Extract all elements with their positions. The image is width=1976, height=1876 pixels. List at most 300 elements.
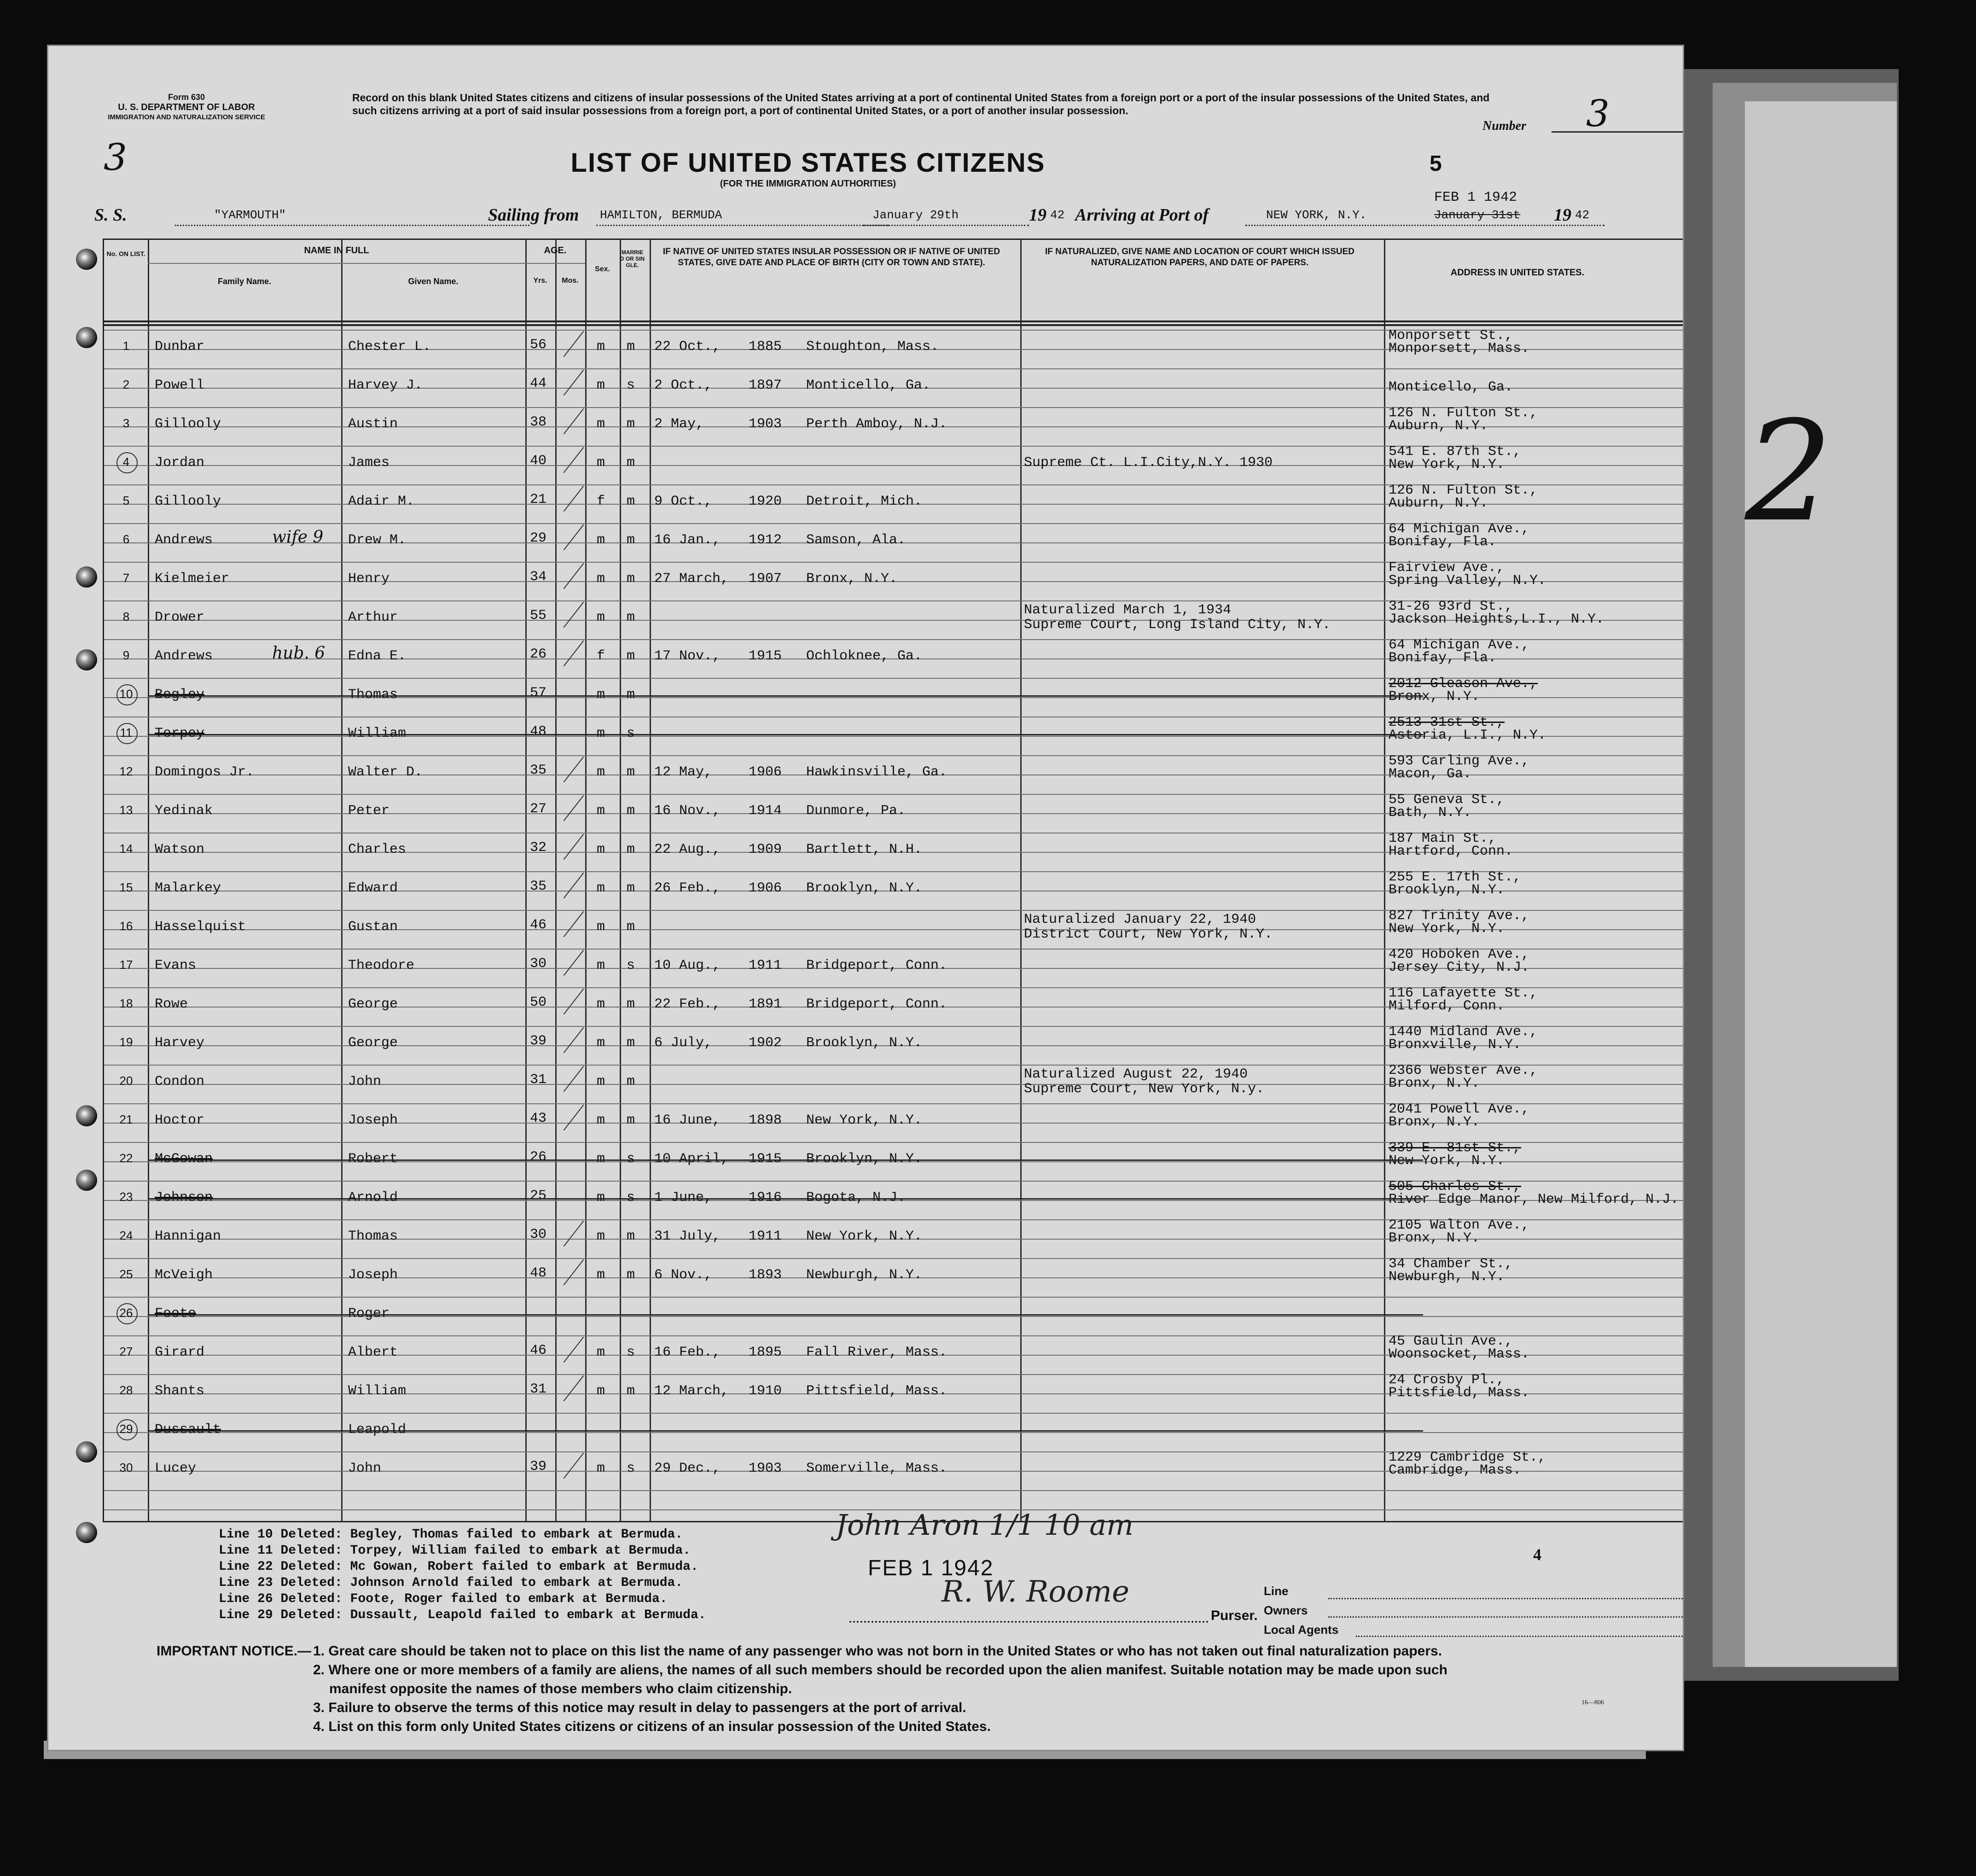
birth-date: 12 March, (654, 1383, 729, 1399)
address-line-2: New York, N.Y. (1389, 1153, 1505, 1169)
given-name: Edna E. (348, 648, 407, 664)
family-name: Andrews (155, 532, 213, 548)
birth-date: 16 Feb., (654, 1345, 721, 1360)
family-name: McGowan (155, 1151, 213, 1167)
header-birth: IF NATIVE OF UNITED STATES INSULAR POSSESSION OR IF NATIVE OF UNITED STATES, GIVE DATE AND PLACE OF BIRTH (CITY OR TOWN AND STATE). (663, 247, 1000, 268)
row-divider (104, 368, 1683, 369)
sailing-from: HAMILTON, BERMUDA (600, 208, 722, 222)
row-number: 27 (119, 1345, 133, 1358)
age-years: 56 (530, 337, 547, 353)
notice-item: 4. List on this form only United States citizens or citizens of an insular possession of the United States. (313, 1719, 991, 1734)
naturalization-date: Naturalized August 22, 1940 (1024, 1066, 1248, 1082)
check-tick (564, 641, 584, 666)
naturalization-court: Supreme Court, New York, N.y. (1024, 1081, 1265, 1097)
date-stamp: FEB 1 1942 (868, 1556, 994, 1580)
header-name-in-full: NAME IN FULL (304, 245, 369, 256)
arrival-port: NEW YORK, N.Y. (1266, 208, 1367, 222)
sex: m (597, 1151, 605, 1167)
row-number: 6 (122, 532, 130, 546)
marital-status: s (627, 958, 635, 973)
birth-date: 22 Oct., (654, 339, 721, 355)
address-line-1: 2105 Walton Ave., (1389, 1218, 1530, 1233)
row-number: 2 (122, 378, 130, 391)
address-line-2: New York, N.Y. (1389, 921, 1505, 937)
marital-status: m (627, 1113, 635, 1128)
row-number: 9 (122, 648, 130, 662)
check-tick (564, 1105, 584, 1130)
birth-place: Stoughton, Mass. (806, 339, 939, 355)
binder-hole (76, 1522, 97, 1543)
family-name: Dussault (155, 1422, 221, 1438)
age-years: 44 (530, 376, 547, 391)
birth-place: Bartlett, N.H. (806, 842, 923, 857)
family-name: Domingos Jr. (155, 764, 255, 780)
given-name: Joseph (348, 1267, 398, 1283)
header-naturalized: IF NATURALIZED, GIVE NAME AND LOCATION OF COURT WHICH ISSUED NATURALIZATION PAPERS, AND DATE OF PAPERS. (1045, 247, 1354, 268)
address-line-1: 2366 Webster Ave., (1389, 1063, 1538, 1078)
given-name: Walter D. (348, 764, 423, 780)
number-underline (1552, 131, 1683, 133)
birth-year: 1910 (749, 1383, 782, 1399)
manifest-page (48, 46, 1683, 1750)
birth-year: 1903 (749, 416, 782, 432)
row-number: 1 (122, 339, 130, 353)
department-name: U. S. DEPARTMENT OF LABOR (118, 102, 255, 112)
family-name: McVeigh (155, 1267, 213, 1283)
age-years: 31 (530, 1072, 547, 1088)
address-line-1: 2041 Powell Ave., (1389, 1101, 1530, 1117)
row-number: 4 (122, 455, 130, 469)
family-name: Gillooly (155, 416, 221, 432)
check-tick (564, 447, 584, 473)
address-line-1: 31-26 93rd St., (1389, 599, 1513, 614)
arrival-year: 42 (1575, 208, 1590, 222)
birth-date: 9 Oct., (654, 494, 713, 509)
sex: m (597, 1074, 605, 1089)
address-line-2: Bronx, N.Y. (1389, 1230, 1480, 1246)
row-divider (104, 324, 1683, 326)
marital-status: m (627, 1074, 635, 1089)
deletion-line: Line 26 Deleted: Foote, Roger failed to embark at Bermuda. (219, 1592, 668, 1606)
row-number: 11 (120, 726, 133, 740)
sex: m (597, 764, 605, 780)
agents-dotline (1356, 1636, 1683, 1637)
birth-place: New York, N.Y. (806, 1113, 923, 1128)
marital-status: m (627, 455, 635, 471)
address-line-2: Auburn, N.Y. (1389, 495, 1488, 511)
marital-status: m (627, 416, 635, 432)
given-name: Thomas (348, 1229, 398, 1244)
sex: m (597, 455, 605, 471)
given-name: Charles (348, 842, 407, 857)
given-name: George (348, 1035, 398, 1051)
strike-through-line (148, 1159, 1423, 1161)
family-name: Rowe (155, 996, 188, 1012)
birth-date: 16 Jan., (654, 532, 721, 548)
owners-dotline (1328, 1616, 1683, 1618)
age-years: 31 (530, 1381, 547, 1397)
form-code: 16—806 (1581, 1699, 1604, 1706)
row-number: 14 (119, 842, 133, 856)
sex: m (597, 339, 605, 355)
address-line-1: 45 Gaulin Ave., (1389, 1334, 1513, 1349)
row-number-circle (116, 452, 138, 473)
check-tick (564, 602, 584, 628)
naturalization-date: Naturalized January 22, 1940 (1024, 912, 1256, 927)
sex: f (597, 494, 605, 509)
port-dotline (1245, 225, 1604, 226)
marital-status: s (627, 1151, 635, 1167)
row-number: 21 (119, 1113, 133, 1126)
binder-hole (76, 327, 97, 348)
row-divider (104, 1490, 1683, 1491)
address-line-2: Cambridge, Mass. (1389, 1462, 1522, 1478)
row-number: 18 (119, 996, 133, 1010)
row-number-circle (116, 723, 138, 744)
row-number: 25 (119, 1267, 133, 1281)
birth-place: Newburgh, N.Y. (806, 1267, 923, 1283)
family-name: Drower (155, 610, 205, 625)
address-line-2: Bath, N.Y. (1389, 805, 1472, 821)
address-line-2: Macon, Ga. (1389, 766, 1472, 782)
birth-year: 1920 (749, 494, 782, 509)
binder-hole (76, 649, 97, 670)
header-no: No. ON LIST. (106, 250, 145, 257)
row-number: 20 (119, 1074, 133, 1088)
age-years: 40 (530, 453, 547, 469)
service-name: IMMIGRATION AND NATURALIZATION SERVICE (108, 113, 265, 121)
birth-place: Brooklyn, N.Y. (806, 1035, 923, 1051)
inspector-signature: John Aron 1/1 10 am (836, 1508, 1133, 1542)
birth-year: 1911 (749, 958, 782, 973)
birth-place: Dunmore, Pa. (806, 803, 906, 819)
header-address: ADDRESS IN UNITED STATES. (1450, 268, 1585, 278)
address-line-2: Pittsfield, Mass. (1389, 1385, 1530, 1401)
row-number: 19 (119, 1035, 133, 1049)
age-years: 43 (530, 1111, 547, 1126)
given-name: Adair M. (348, 494, 415, 509)
age-years: 21 (530, 492, 547, 507)
column-divider (555, 240, 557, 1521)
address-line-2: Auburn, N.Y. (1389, 418, 1488, 434)
address-line-1: 505 Charles St., (1389, 1179, 1522, 1194)
birth-year: 1915 (749, 648, 782, 664)
address-line-1: 339 E. 81st St., (1389, 1140, 1522, 1156)
marital-status: m (627, 1383, 635, 1399)
sex: m (597, 842, 605, 857)
family-name: Gillooly (155, 494, 221, 509)
age-years: 38 (530, 414, 547, 430)
header-family-name: Family Name. (217, 277, 272, 286)
row-number: 23 (119, 1190, 133, 1204)
given-name: Chester L. (348, 339, 431, 355)
row-number-circle (116, 1419, 138, 1440)
family-name: Johnson (155, 1190, 213, 1206)
page-stack-edge-3 (1745, 101, 1897, 1667)
address-line-2: Hartford, Conn. (1389, 844, 1513, 859)
address-line-1: 126 N. Fulton St., (1389, 483, 1538, 498)
owners-label: Owners (1264, 1603, 1308, 1617)
birth-place: Bogota, N.J. (806, 1190, 906, 1206)
notice-heading: IMPORTANT NOTICE.— (157, 1643, 312, 1659)
address-line-2: Woonsocket, Mass. (1389, 1346, 1530, 1362)
notice-item: 3. Failure to observe the terms of this notice may result in delay to passengers at the port of arrival. (313, 1700, 966, 1715)
header-married: MARRIED OR SINGLE. (620, 249, 645, 268)
margin-number: 3 (104, 136, 127, 179)
birth-year: 1895 (749, 1345, 782, 1360)
family-name: Begley (155, 687, 205, 703)
page-title: LIST OF UNITED STATES CITIZENS (570, 148, 1046, 178)
strike-through-line (148, 1314, 1423, 1316)
address-line-2: Spring Valley, N.Y. (1389, 573, 1546, 588)
marital-status: m (627, 339, 635, 355)
given-name: Peter (348, 803, 390, 819)
family-name: Evans (155, 958, 197, 973)
page-number: 5 (1430, 151, 1442, 176)
deletion-line: Line 22 Deleted: Mc Gowan, Robert failed to embark at Bermuda. (219, 1560, 698, 1574)
marital-status: s (627, 1190, 635, 1206)
row-number: 3 (122, 416, 130, 430)
age-years: 48 (530, 1265, 547, 1281)
sex: m (597, 610, 605, 625)
marital-status: s (627, 378, 635, 393)
birth-place: Bridgeport, Conn. (806, 996, 947, 1012)
birth-date: 31 July, (654, 1229, 721, 1244)
header-age: AGE. (544, 245, 567, 256)
check-tick (564, 1066, 584, 1092)
given-name: John (348, 1461, 382, 1476)
marital-status: s (627, 1461, 635, 1476)
address-line-2: Monporsett, Mass. (1389, 341, 1530, 356)
birth-place: Bronx, N.Y. (806, 571, 898, 587)
birth-place: Hawkinsville, Ga. (806, 764, 947, 780)
ship-dotline (175, 225, 529, 226)
sex: m (597, 996, 605, 1012)
birth-place: Pittsfield, Mass. (806, 1383, 947, 1399)
purser-signature: R. W. Roome (942, 1575, 1129, 1609)
given-name: William (348, 1383, 407, 1399)
age-years: 25 (530, 1188, 547, 1204)
header-given-name: Given Name. (408, 277, 459, 286)
given-name: John (348, 1074, 382, 1089)
header-sex: Sex. (595, 265, 610, 273)
check-tick (564, 563, 584, 589)
strike-through-line (148, 695, 1423, 697)
address-line-2: Monticello, Ga. (1389, 379, 1513, 395)
marital-status: s (627, 726, 635, 741)
address-line-1: 593 Carling Ave., (1389, 753, 1530, 769)
marital-status: s (627, 1345, 635, 1360)
birth-place: Ochloknee, Ga. (806, 648, 923, 664)
sex: m (597, 1461, 605, 1476)
sex: m (597, 1035, 605, 1051)
birth-year: 1897 (749, 378, 782, 393)
birth-year: 1909 (749, 842, 782, 857)
birth-year: 1893 (749, 1267, 782, 1283)
address-line-2: River Edge Manor, New Milford, N.J. (1389, 1192, 1679, 1207)
address-line-1: Monporsett St., (1389, 328, 1513, 344)
age-years: 30 (530, 956, 547, 972)
birth-date: 10 April, (654, 1151, 729, 1167)
column-divider (1020, 240, 1022, 1521)
given-name: Gustan (348, 919, 398, 935)
given-name: Joseph (348, 1113, 398, 1128)
row-number: 7 (122, 571, 130, 585)
marital-status: m (627, 996, 635, 1012)
age-years: 39 (530, 1033, 547, 1049)
strike-through-line (148, 734, 1423, 735)
sex: m (597, 416, 605, 432)
given-name: Leapold (348, 1422, 407, 1438)
binder-hole (76, 1170, 97, 1191)
row-number: 30 (119, 1461, 133, 1474)
column-divider (148, 240, 149, 1521)
family-name: Yedinak (155, 803, 213, 819)
form-number: Form 630 (168, 93, 205, 102)
manifest-table (103, 239, 1683, 1522)
birth-date: 16 Nov., (654, 803, 721, 819)
age-years: 32 (530, 840, 547, 856)
sailing-label: Sailing from (488, 205, 579, 225)
column-divider (585, 240, 587, 1521)
naturalization-court: District Court, New York, N.Y. (1024, 926, 1273, 942)
address-line-1: 2513 31st St., (1389, 715, 1505, 730)
family-name: Jordan (155, 455, 205, 471)
age-years: 27 (530, 801, 547, 817)
family-name: Hasselquist (155, 919, 246, 935)
marital-status: m (627, 803, 635, 819)
row-number-circle (116, 684, 138, 705)
notice-item: 1. Great care should be taken not to place on this list the name of any passenger who was not born in the United States or who has not taken out final naturalization papers. (313, 1643, 1442, 1659)
birth-year: 1898 (749, 1113, 782, 1128)
header-mos: Mos. (562, 277, 579, 285)
family-name: Dunbar (155, 339, 205, 355)
sailing-date: January 29th (872, 208, 959, 222)
given-name: Theodore (348, 958, 415, 973)
sex: m (597, 1383, 605, 1399)
marital-status: m (627, 571, 635, 587)
address-line-2: Bonifay, Fla. (1389, 534, 1497, 550)
check-tick (564, 757, 584, 782)
check-tick (564, 486, 584, 512)
notice-item: manifest opposite the names of those members who claim citizenship. (329, 1681, 792, 1696)
birth-place: Brooklyn, N.Y. (806, 1151, 923, 1167)
address-line-1: 2012 Gleason Ave., (1389, 676, 1538, 692)
address-line-2: Brooklyn, N.Y. (1389, 882, 1505, 898)
address-line-2: Bronxville, N.Y. (1389, 1037, 1522, 1053)
check-tick (564, 1337, 584, 1363)
binder-hole (76, 1105, 97, 1126)
marital-status: m (627, 1229, 635, 1244)
address-line-1: 24 Crosby Pl., (1389, 1372, 1505, 1388)
binder-hole (76, 566, 97, 588)
age-years: 57 (530, 685, 547, 701)
strike-through-line (148, 1198, 1423, 1200)
arriving-label: Arriving at Port of (1075, 205, 1209, 225)
marital-status: m (627, 687, 635, 703)
row-number: 22 (119, 1151, 133, 1165)
marital-status: m (627, 532, 635, 548)
given-name: Roger (348, 1306, 390, 1322)
binder-hole (76, 249, 97, 270)
birth-date: 2 May, (654, 416, 704, 432)
row-divider (104, 1297, 1683, 1298)
address-line-1: 116 Lafayette St., (1389, 985, 1538, 1001)
family-name: Condon (155, 1074, 205, 1089)
address-line-1: 255 E. 17th St., (1389, 869, 1522, 885)
sex: m (597, 571, 605, 587)
birth-place: Fall River, Mass. (806, 1345, 947, 1360)
address-line-1: 34 Chamber St., (1389, 1256, 1513, 1272)
age-years: 26 (530, 647, 547, 662)
birth-year: 1916 (749, 1190, 782, 1206)
birth-year: 1915 (749, 1151, 782, 1167)
family-name: Malarkey (155, 880, 221, 896)
purser-label: Purser. (1211, 1608, 1258, 1623)
address-line-1: 64 Michigan Ave., (1389, 637, 1530, 653)
address-line-1: 126 N. Fulton St., (1389, 405, 1538, 421)
birth-year: 1911 (749, 1229, 782, 1244)
age-years: 50 (530, 995, 547, 1010)
given-name: Henry (348, 571, 390, 587)
birth-date: 29 Dec., (654, 1461, 721, 1476)
birth-date: 6 Nov., (654, 1267, 713, 1283)
line-label: Line (1264, 1584, 1289, 1598)
given-name: Thomas (348, 687, 398, 703)
address-line-2: Milford, Conn. (1389, 998, 1505, 1014)
given-name: William (348, 726, 407, 741)
check-tick (564, 989, 584, 1014)
check-tick (564, 1453, 584, 1479)
sex: f (597, 648, 605, 664)
address-line-1: 541 E. 87th St., (1389, 444, 1522, 460)
handwritten-note: hub. 6 (272, 644, 325, 663)
ss-label: S. S. (94, 205, 127, 225)
sex: m (597, 726, 605, 741)
sex: m (597, 1113, 605, 1128)
sailing-dotline (596, 225, 889, 226)
marital-status: m (627, 880, 635, 896)
age-years: 39 (530, 1459, 547, 1474)
marital-status: m (627, 842, 635, 857)
birth-place: Perth Amboy, N.J. (806, 416, 947, 432)
check-tick (564, 1375, 584, 1401)
family-name: Hannigan (155, 1229, 221, 1244)
column-divider (650, 240, 651, 1521)
address-line-1: 420 Hoboken Ave., (1389, 947, 1530, 962)
side-mark: 2 (1745, 391, 1833, 552)
number-value: 3 (1586, 92, 1610, 135)
age-years: 30 (530, 1227, 547, 1242)
sex: m (597, 1345, 605, 1360)
row-number: 13 (119, 803, 133, 817)
address-line-2: Bronx, N.Y. (1389, 1076, 1480, 1091)
birth-year: 1902 (749, 1035, 782, 1051)
birth-place: Bridgeport, Conn. (806, 958, 947, 973)
age-years: 55 (530, 608, 547, 623)
address-line-1: 827 Trinity Ave., (1389, 908, 1530, 924)
marital-status: m (627, 919, 635, 935)
birth-year: 1906 (749, 880, 782, 896)
birth-date: 22 Aug., (654, 842, 721, 857)
page-mark: 4 (1533, 1545, 1541, 1564)
check-tick (564, 1259, 584, 1285)
sex: m (597, 1229, 605, 1244)
row-number: 28 (119, 1383, 133, 1397)
row-number: 8 (122, 610, 130, 623)
sex: m (597, 1190, 605, 1206)
birth-date: 16 June, (654, 1113, 721, 1128)
